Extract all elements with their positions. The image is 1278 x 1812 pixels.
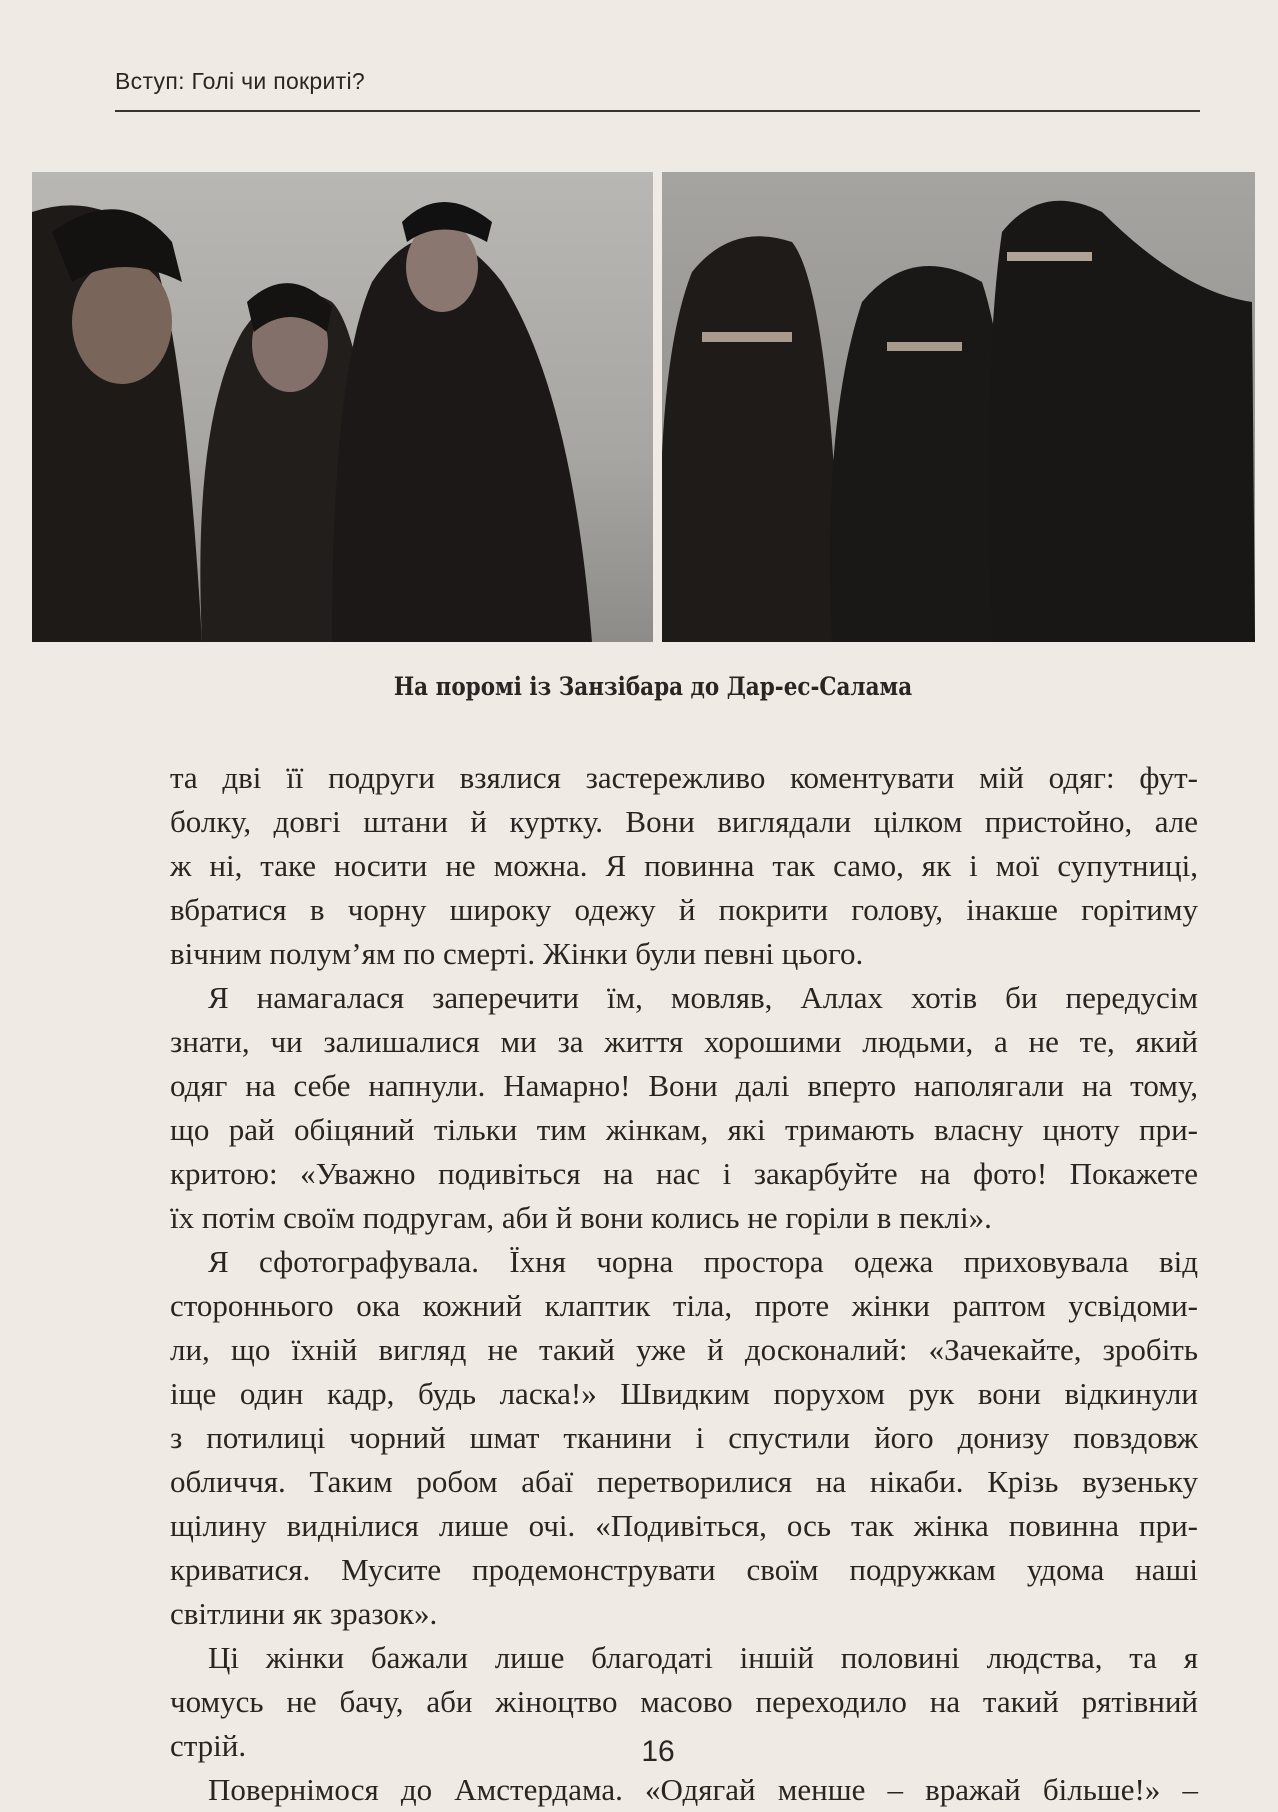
photo-women-in-abayas bbox=[32, 172, 653, 642]
text-line: їх потім своїм подругам, аби й вони колись не горіли в пеклі». bbox=[170, 1200, 992, 1235]
text-line: чомусь не бачу, аби жіноцтво масово переходило на такий рятівний bbox=[170, 1684, 1198, 1719]
text-line: ли, що їхній вигляд не такий уже й досконалий: «Зачекайте, зробіть bbox=[170, 1332, 1198, 1367]
text-line: Повернімося до Амстердама. «Одягай менше – вражай більше!» – bbox=[208, 1772, 1198, 1807]
paragraph bbox=[170, 756, 1198, 976]
text-line: знати, чи залишалися ми за життя хорошими людьми, а не те, який bbox=[170, 1024, 1198, 1059]
text-line: болку, довгі штани й куртку. Вони виглядали цілком пристойно, але bbox=[170, 804, 1198, 839]
photo-women-in-niqabs bbox=[662, 172, 1255, 642]
running-header: Вступ: Голі чи покриті? bbox=[115, 68, 365, 94]
paragraph bbox=[170, 976, 1198, 1240]
text-line: світлини як зразок». bbox=[170, 1596, 438, 1631]
text-line: криватися. Мусите продемонструвати своїм подружкам удома наші bbox=[170, 1552, 1198, 1587]
paragraph bbox=[170, 1768, 1198, 1812]
text-line: стрій. bbox=[170, 1728, 247, 1763]
text-line: ж ні, таке носити не можна. Я повинна так само, як і мої супутниці, bbox=[170, 848, 1198, 883]
text-line: критою: «Уважно подивіться на нас і закарбуйте на фото! Покажете bbox=[170, 1156, 1198, 1191]
text-line: що рай обіцяний тільки тим жінкам, які тримають власну цноту при- bbox=[170, 1112, 1198, 1147]
text-line: іще один кадр, будь ласка!» Швидким порухом рук вони відкинули bbox=[170, 1376, 1198, 1411]
paragraph bbox=[170, 1240, 1198, 1636]
text-line: стороннього ока кожний клаптик тіла, проте жінки раптом усвідоми- bbox=[170, 1288, 1198, 1323]
body-text bbox=[170, 756, 1198, 1812]
text-line: Ці жінки бажали лише благодаті іншій половині людства, та я bbox=[208, 1640, 1198, 1675]
header-rule bbox=[115, 110, 1200, 112]
text-line: вічним полум’ям по смерті. Жінки були певні цього. bbox=[170, 936, 864, 971]
text-line: Я сфотографувала. Їхня чорна простора одежа приховувала від bbox=[208, 1244, 1198, 1279]
text-line: та дві її подруги взялися застережливо коментувати мій одяг: фут- bbox=[170, 760, 1198, 795]
text-line: одяг на себе напнули. Намарно! Вони далі вперто наполягали на тому, bbox=[170, 1068, 1198, 1103]
page-number: 16 bbox=[641, 1735, 675, 1768]
text-line: вбратися в чорну широку одежу й покрити голову, інакше горітиму bbox=[170, 892, 1198, 927]
text-line: щілину виднілися лише очі. «Подивіться, ось так жінка повинна при- bbox=[170, 1508, 1198, 1543]
text-line: Я намагалася заперечити їм, мовляв, Аллах хотів би передусім bbox=[208, 980, 1198, 1015]
text-line: обличчя. Таким робом абаї перетворилися на нікаби. Крізь вузеньку bbox=[170, 1464, 1198, 1499]
text-line: з потилиці чорний шмат тканини і спустили його донизу повздовж bbox=[170, 1420, 1198, 1455]
figure-caption: На поромі із Занзібара до Дар-ес-Салама bbox=[393, 672, 913, 701]
